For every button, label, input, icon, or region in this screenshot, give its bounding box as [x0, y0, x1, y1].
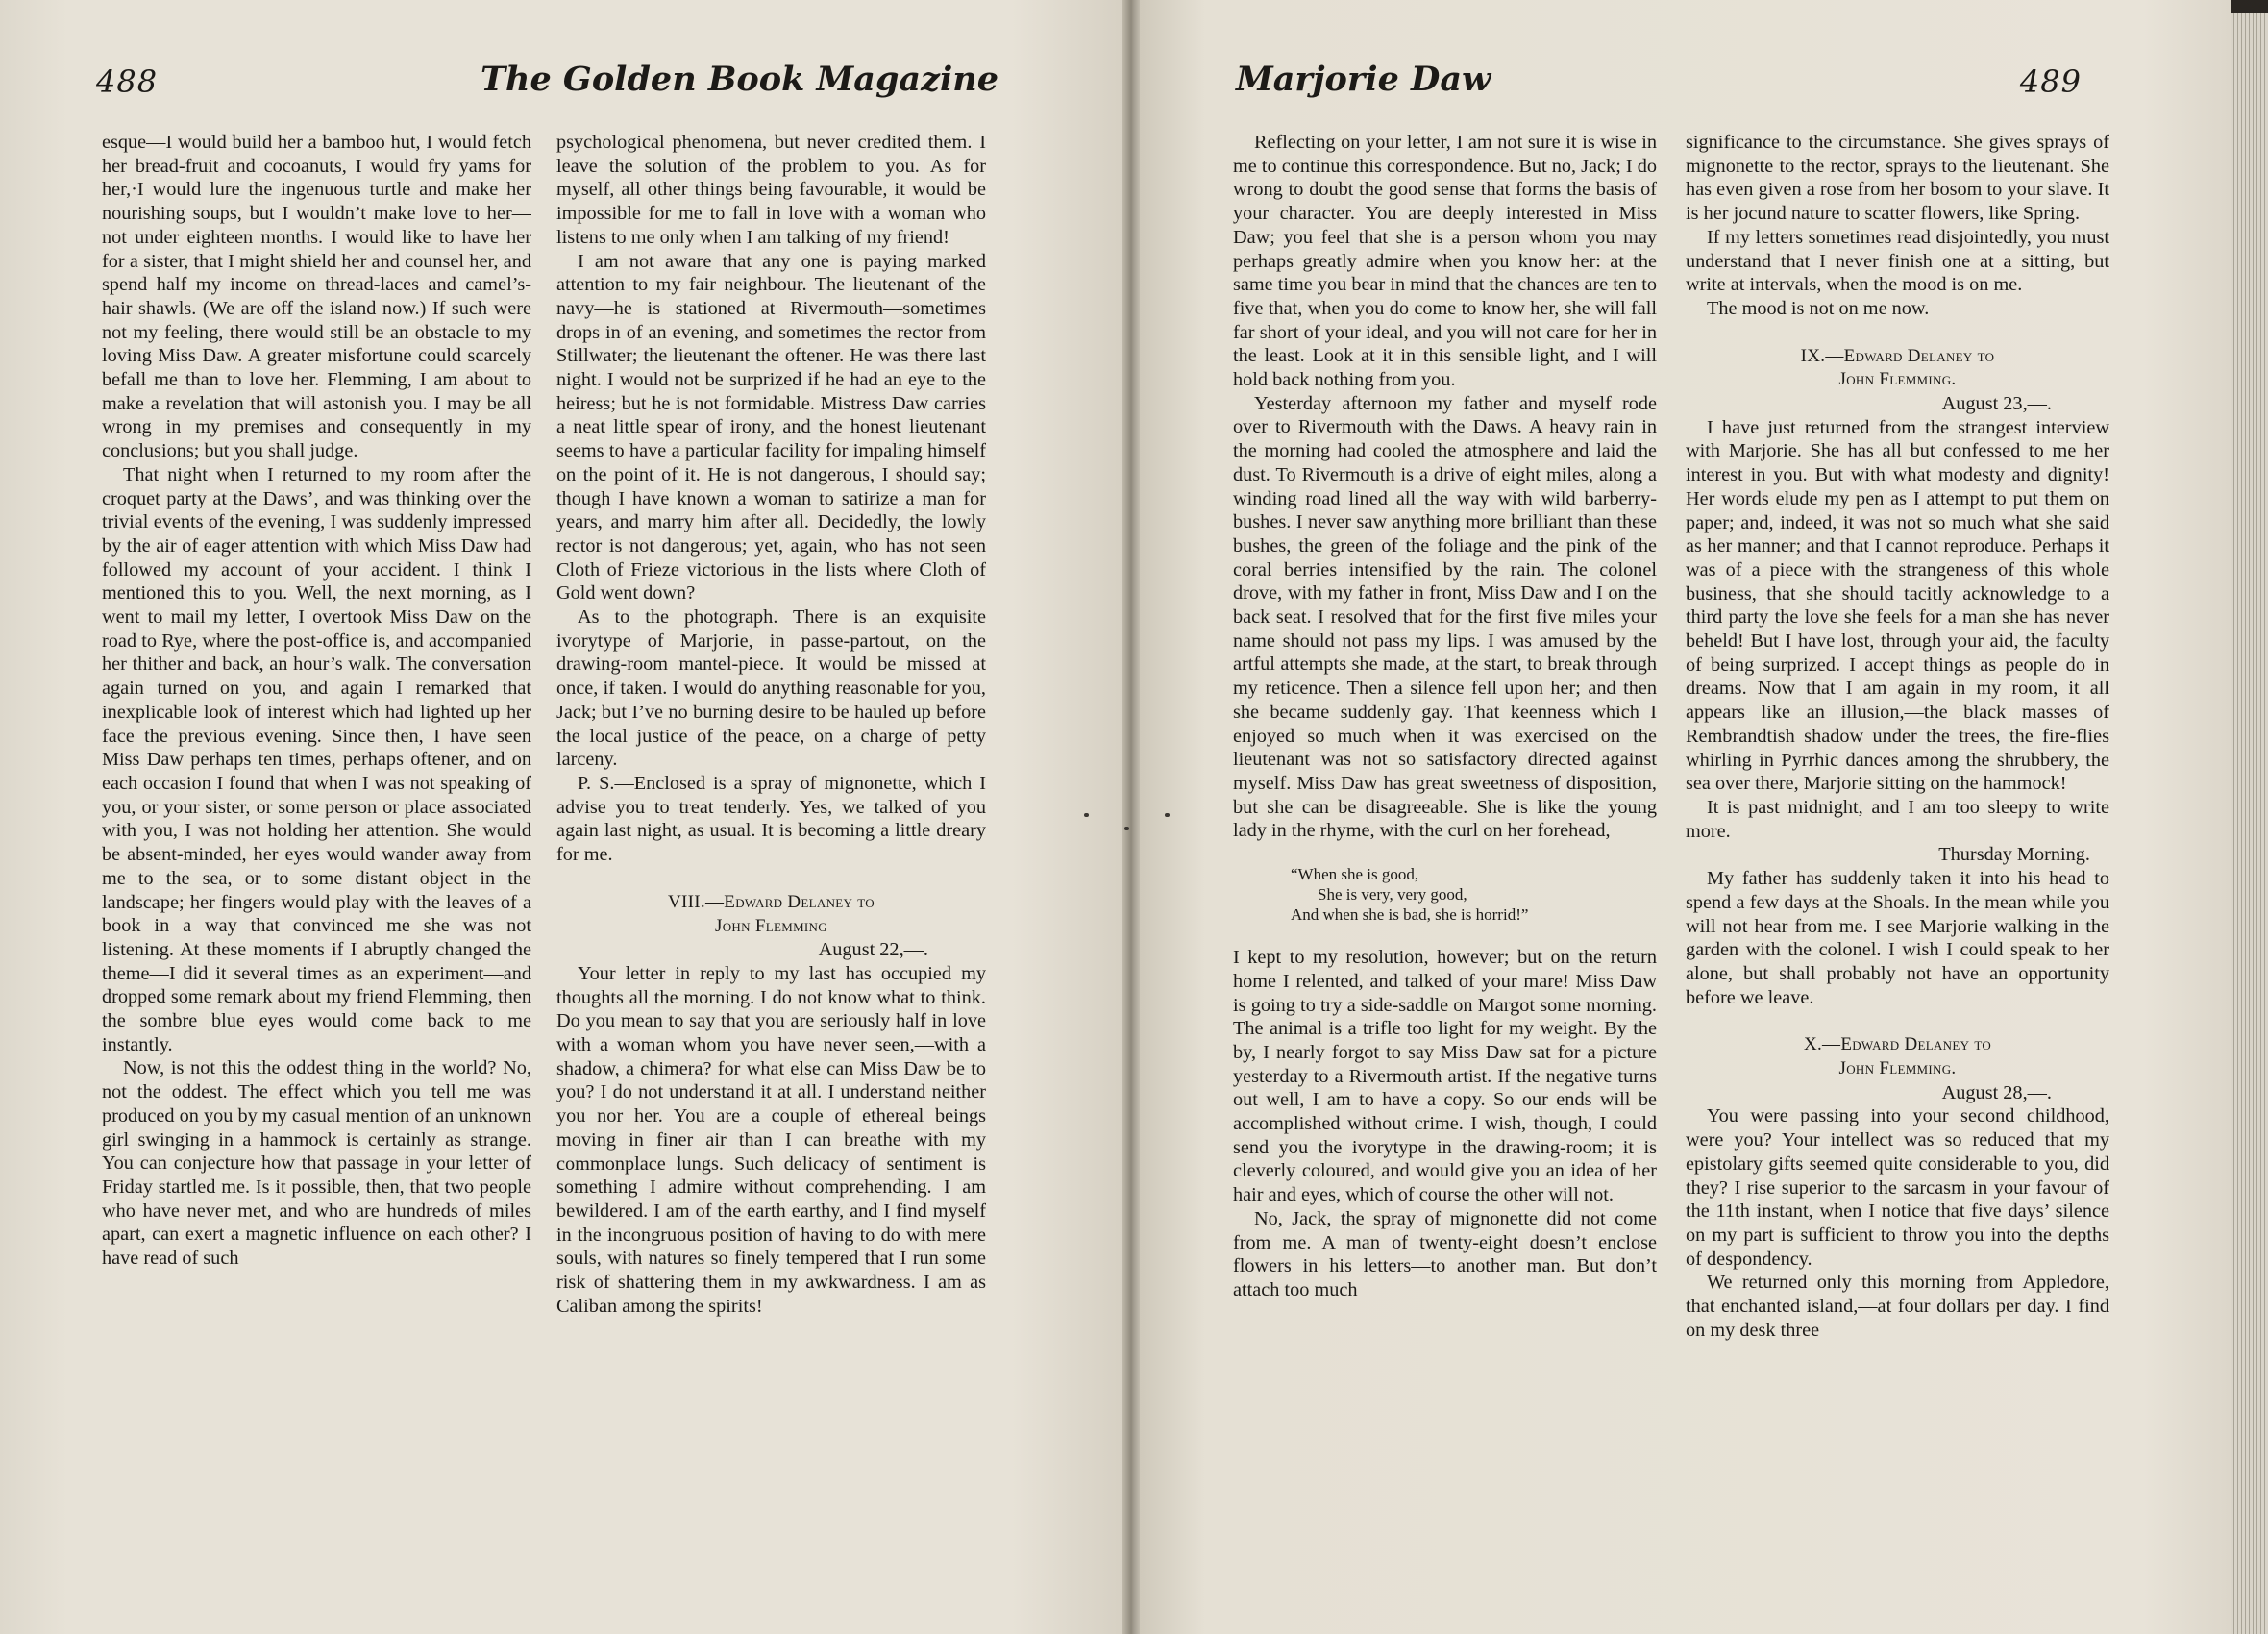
letter-heading-line: IX.—Edward Delaney to [1800, 345, 1995, 366]
book-gutter [1122, 0, 1142, 1634]
paragraph: P. S.—Enclosed is a spray of mignonette, which I advise you to treat tenderly. Yes, we talked of you again last night, as usual. It is becoming a little dreary for me. [556, 772, 986, 866]
book-cover-edge [2231, 0, 2268, 13]
letter-heading [1686, 1033, 2109, 1080]
paragraph: I am not aware that any one is paying marked attention to my fair neighbour. The lieutenant of the navy—he is stationed at Rivermouth—sometimes drops in of an evening, and sometimes the rector from Stillwater; the lieutenant the oftener. He was there last night. I would not be surprized if he had an eye to the heiress; but he is not formidable. Mistress Daw carries a neat little spear of irony, and the honest lieutenant seems to have a particular facility for impaling himself on the point of it. He is not dangerous, I should say; though I have known a woman to satirize a man for years, and marry him after all. Decidedly, the lowly rector is not dangerous; yet, again, who has not seen Cloth of Frieze victorious in the lists where Cloth of Gold went down? [556, 250, 986, 605]
paragraph: significance to the circumstance. She gives sprays of mignonette to the rector, sprays to the lieutenant. She has even given a rose from her bosom to your slave. It is her jocund nature to scatter flowers, like Spring. [1686, 132, 2109, 225]
letter-heading-line: X.—Edward Delaney to [1803, 1034, 1992, 1055]
poem-quote [1233, 864, 1657, 925]
right-page-column-1 [1233, 131, 1657, 1563]
letter-heading [1686, 345, 2109, 392]
letter-heading [556, 891, 986, 938]
letter-date: August 22,—. [818, 939, 928, 961]
left-page-header [96, 60, 998, 117]
paragraph: psychological phenomena, but never credited them. I leave the solution of the problem to you. As for myself, all other things being favourable, it would be impossible for me to fall in love with a woman who listens to me only when I am talking of my friend! [556, 132, 986, 248]
paragraph: It is past midnight, and I am too sleepy to write more. [1686, 796, 2109, 842]
paragraph: esque—I would build her a bamboo hut, I would fetch her bread-fruit and cocoanuts, I would fry yams for her,·I would lure the ingenuous turtle and make her nourishing soups, but I wouldn’t make love to her—not under eighteen months. I would like to have her for a sister, that I might shield her and counsel her, and spend half my income on thread-laces and camel’s-hair shawls. (We are off the island now.) If such were not my feeling, there would still be an obstacle to my loving Miss Daw. A greater misfortune could scarcely befall me than to love her. Flemming, I am about to make a revelation that will astonish you. I may be all wrong in my premises and consequently in my conclusions; but you shall judge. [102, 132, 531, 462]
right-page-header [1236, 60, 2082, 117]
right-running-title: Marjorie Daw [1236, 60, 1491, 99]
poem-line: “When she is good, [1291, 865, 1419, 884]
letter-heading-line: John Flemming [715, 915, 827, 936]
paragraph: As to the photograph. There is an exquisite ivorytype of Marjorie, in passe-partout, on the drawing-room mantel-piece. It would be missed at once, if taken. I would do anything reasonable for you, Jack; but I’ve no burning desire to be hauled up before the local justice of the peace, on a charge of petty larceny. [556, 607, 986, 771]
left-page-number: 488 [96, 63, 159, 100]
paragraph: I have just returned from the strangest interview with Marjorie. She has all but confessed to me her interest in you. But with what modesty and dignity! Her words elude my pen as I attempt to put them on paper; and, indeed, it was not so much what she said as her manner; and that I cannot reproduce. Perhaps it was of a piece with the strangeness of this whole business, that she should tacitly acknowledge to a third party the love she feels for a man she has never beheld! But I have lost, through your aid, the faculty of being surprized. I accept things as people do in dreams. Now that I am again in my room, it all appears like an illusion,—the black masses of Rembrandtish shadow under the trees, the fire-flies whirling in Pyrrhic dances among the shrubbery, the sea over there, Marjorie sitting on the hammock! [1686, 416, 2109, 795]
left-page-column-2 [556, 131, 986, 1563]
poem-line: She is very, very good, [1318, 885, 1467, 904]
letter-heading-line: VIII.—Edward Delaney to [668, 891, 875, 912]
binding-mark [1084, 813, 1089, 817]
right-page-number: 489 [2019, 63, 2082, 100]
paragraph: You were passing into your second childhood, were you? Your intellect was so reduced that my epistolary gifts seemed quite considerable to you, did they? I rise superior to the sarcasm in your favour of the 11th instant, when I notice that five days’ silence on my part is sufficient to throw you into the depths of despondency. [1686, 1105, 2109, 1270]
right-page [1140, 0, 2231, 1634]
paragraph: Now, is not this the oddest thing in the world? No, not the oddest. The effect which you tell me was produced on you by my casual mention of an unknown girl swinging in a hammock is certainly as strange. You can conjecture how that passage in your letter of Friday startled me. Is it possible, then, that two people who have never met, and who are hundreds of miles apart, can exert a magnetic influence on each other? I have read of such [102, 1057, 531, 1270]
time-note: Thursday Morning. [1938, 844, 2090, 866]
paragraph: Your letter in reply to my last has occupied my thoughts all the morning. I do not know what to think. Do you mean to say that you are seriously half in love with a woman whom you have never seen,—with a shadow, a chimera? for what else can Miss Daw be to you? I do not understand it at all. I understand neither you nor her. You are a couple of ethereal beings moving in finer air than I can breathe with my commonplace lungs. Such delicacy of sentiment is something I admire without comprehending. I am bewildered. I am of the earth earthy, and I find myself in the incongruous position of having to do with mere souls, with natures so finely tempered that I run some risk of shattering them in my awkwardness. I am as Caliban among the spirits! [556, 962, 986, 1317]
poem-line: And when she is bad, she is horrid!” [1291, 905, 1529, 925]
binding-mark [1124, 827, 1129, 830]
left-page [0, 0, 1124, 1634]
right-page-column-2 [1686, 131, 2109, 1563]
binding-mark [1165, 813, 1170, 817]
letter-heading-line: John Flemming. [1838, 369, 1957, 390]
letter-date: August 28,—. [1941, 1081, 2052, 1103]
paragraph: I kept to my resolution, however; but on the return home I relented, and talked of your mare! Miss Daw is going to try a side-saddle on Margot some morning. The animal is a trifle too light for my weight. By the by, I nearly forgot to say Miss Daw sat for a picture yesterday to a Rivermouth artist. If the negative turns out well, I am to have a copy. So our ends will be accomplished without crime. I wish, though, I could send you the ivorytype in the drawing-room; it is cleverly coloured, and would give you an idea of her hair and eyes, which of course the other will not. [1233, 947, 1657, 1206]
paragraph: If my letters sometimes read disjointedly, you must understand that I never finish one at a sitting, but write at intervals, when the mood is on me. [1686, 226, 2109, 296]
left-running-title: The Golden Book Magazine [480, 60, 998, 99]
left-page-column-1 [102, 131, 531, 1563]
paragraph: Reflecting on your letter, I am not sure it is wise in me to continue this correspondence. But no, Jack; I do wrong to doubt the good sense that forms the basis of your character. You are deeply interested in Miss Daw; you feel that she is a person whom you may perhaps greatly admire when you know her: at the same time you bear in mind that the chances are ten to five that, when you do come to know her, she will fall far short of your ideal, and you will not care for her in the least. Look at it in this sensible light, and I will hold back nothing from you. [1233, 132, 1657, 391]
paragraph: The mood is not on me now. [1707, 297, 1930, 319]
paragraph: No, Jack, the spray of mignonette did not come from me. A man of twenty-eight doesn’t enclose flowers in his letters—to another man. But don’t attach too much [1233, 1207, 1657, 1300]
paragraph: My father has suddenly taken it into his head to spend a few days at the Shoals. In the mean while you will not hear from me. I see Marjorie walking in the garden with the colonel. I wish I could speak to her alone, but shall probably not have an opportunity before we leave. [1686, 868, 2109, 1008]
paragraph: Yesterday afternoon my father and myself rode over to Rivermouth with the Daws. A heavy rain in the morning had cooled the atmosphere and laid the dust. To Rivermouth is a drive of eight miles, along a winding road lined all the way with wild barberry-bushes. I never saw anything more brilliant than these bushes, the green of the foliage and the pink of the coral berries intensified by the rain. The colonel drove, with my father in front, Miss Daw and I on the back seat. I resolved that for the first five miles your name should not pass my lips. I was amused by the artful attempts she made, at the start, to break through my reticence. Then a silence fell upon her; and then she became suddenly gay. That keenness which I enjoyed so much when it was exercised on the lieutenant was not so satisfactory directed against myself. Miss Daw has great sweetness of disposition, but she can be disagreeable. She is like the young lady in the rhyme, with the curl on her forehead, [1233, 392, 1657, 842]
paragraph: We returned only this morning from Appledore, that enchanted island,—at four dollars per day. I find on my desk three [1686, 1272, 2109, 1341]
paragraph: That night when I returned to my room after the croquet party at the Daws’, and was thinking over the trivial events of the evening, I was suddenly impressed by the air of eager attention with which Miss Daw had followed my account of your accident. I think I mentioned this to you. Well, the next morning, as I went to mail my letter, I overtook Miss Daw on the road to Rye, where the post-office is, and accompanied her thither and back, an hour’s walk. The conversation again turned on you, and again I remarked that inexplicable look of interest which had lighted up her face the previous evening. Since then, I have seen Miss Daw perhaps ten times, perhaps oftener, and on each occasion I found that when I was not speaking of you, or your sister, or some person or place associated with you, I was not holding her attention. She would be absent-minded, her eyes would wander away from me to the sea, or to some distant object in the landscape; her fingers would play with the leaves of a book in a way that convinced me she was not listening. At these moments if I abruptly changed the theme—I did it several times as an experiment—and dropped some remark about my friend Flemming, then the sombre blue eyes would come back to me instantly. [102, 463, 531, 1055]
letter-date: August 23,—. [1941, 393, 2052, 415]
page-edges [2231, 0, 2268, 1634]
letter-heading-line: John Flemming. [1838, 1058, 1957, 1079]
